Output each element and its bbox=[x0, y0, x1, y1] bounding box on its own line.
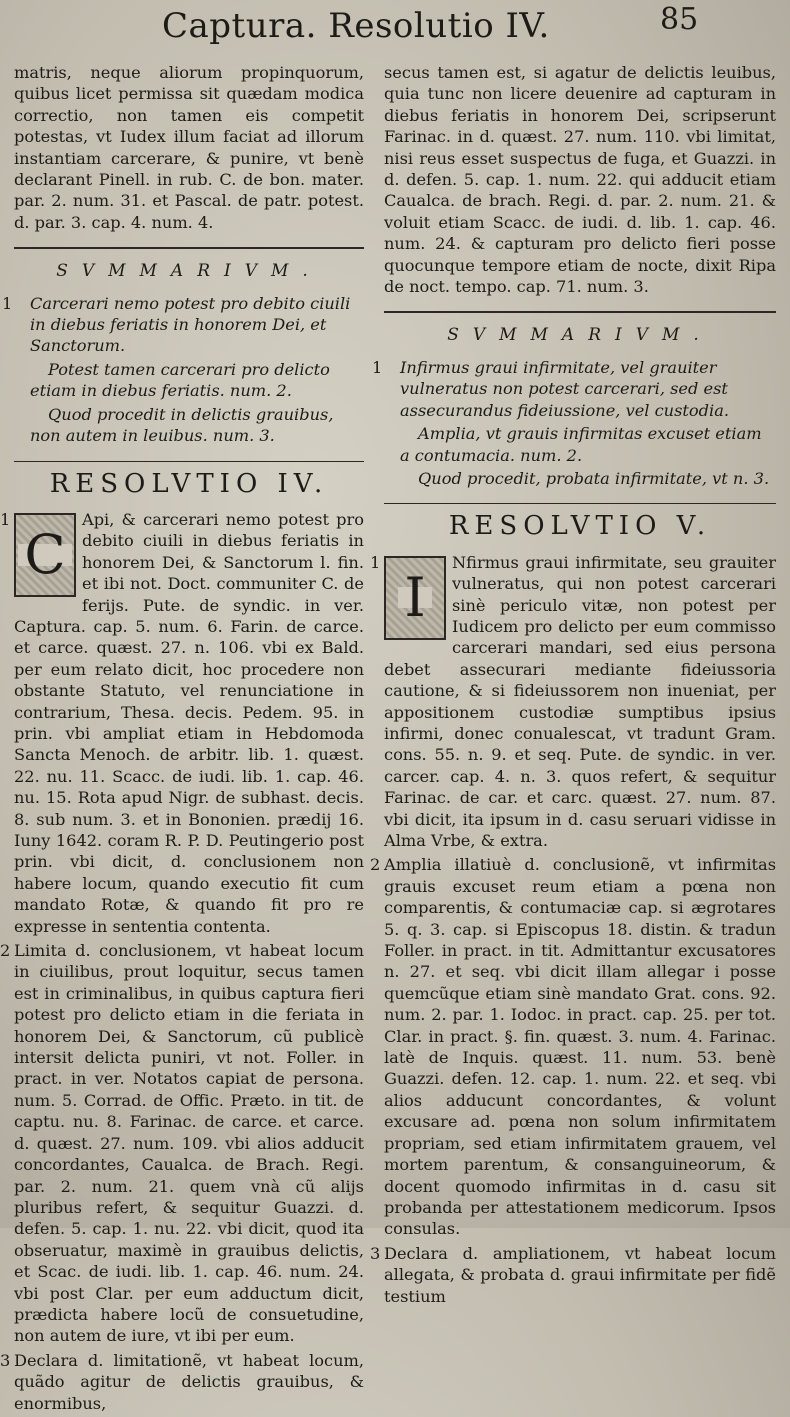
summarium-item bbox=[372, 357, 776, 421]
paragraph bbox=[0, 1350, 364, 1414]
summarium-item bbox=[384, 423, 776, 466]
initial-letter: I bbox=[398, 587, 431, 608]
decorated-initial bbox=[14, 513, 76, 597]
divider bbox=[14, 461, 364, 462]
paragraph-number: 3 bbox=[0, 1350, 11, 1370]
paragraph-text: Amplia illatiuè d. conclusionẽ, vt infirmitas grauis excuset reum etiam a pœna non comparentis, & contumaciæ cap. si ægrotares 5. q. 3. cap. si Episcopus 18. distin. & tradun Foller. in pract. in tit. Admittantur excusatores n. 27. et seq. vbi dicit illam allegar i posse quemcũque etiam sinè mandato Grat. cons. 92. num. 2. par. 1. Iodoc. in pract. cap. 25. per tot. Clar. in pract. §. fin. quæst. 3. num. 4. Farinac. latè de Inquis. quæst. 11. num. 53. benè Guazzi. defen. 12. cap. 1. num. 22. et seq. vbi alios adducunt concordantes, & volunt excusare ad. pœna non solum infirmitatem propriam, sed etiam infirmitatem grauem, vel mortem parentum, & consanguineorum, & docent quomodo infirmitas in d. casu sit probanda per attestationem medicorum. Ipsos consulas. bbox=[384, 855, 776, 1239]
initial-letter: C bbox=[18, 544, 71, 565]
page-number: 85 bbox=[660, 2, 699, 37]
paragraph bbox=[370, 552, 776, 852]
paragraph-number: 1 bbox=[0, 509, 11, 529]
paragraph-number: 3 bbox=[370, 1243, 381, 1263]
divider bbox=[384, 311, 776, 313]
summarium-item bbox=[2, 293, 364, 357]
paragraph bbox=[0, 940, 364, 1347]
summarium-number: 1 bbox=[372, 357, 383, 377]
summarium-text: Potest tamen carcerari pro delicto etiam in diebus feriatis. num. 2. bbox=[30, 359, 330, 401]
paragraph-text: Limita d. conclusionem, vt habeat locum in ciuilibus, prout loquitur, secus tamen est in criminalibus, in quibus captura fieri potest pro delicto etiam in die feriata in honorem Dei, & Sanctorum, cũ publicè intersit delicta puniri, vt not. Foller. in pract. in ver. Notatos capiat de persona. num. 5. Corrad. de Offic. Præto. in tit. de captu. nu. 8. Farinac. de carce. et carce. d. quæst. 27. num. 109. vbi alios adducit concordantes, Caualca. de Brach. Regi. par. 2. num. 21. quem vnà cũ alijs pluribus refert, & sequitur Guazzi. d. defen. 5. cap. 1. nu. 22. vbi dicit, quod ita obseruatur, maximè in grauibus delictis, et Scac. de iudi. lib. 1. cap. 46. num. 24. vbi post Clar. per eum adductum dicit, prædicta habere locũ de consuetudine, non autem de iure, vt ibi per eum. bbox=[14, 941, 364, 1346]
summarium-item bbox=[384, 468, 776, 489]
resolutio-title: RESOLVTIO IV. bbox=[49, 468, 329, 499]
paragraph bbox=[370, 854, 776, 1239]
paragraph-number: 1 bbox=[370, 552, 381, 572]
summarium-text: Quod procedit, probata infirmitate, vt n. 3. bbox=[418, 468, 770, 488]
right-intro-text: secus tamen est, si agatur de delictis leuibus, quia tunc non licere deuenire ad capturam in diebus feriatis in honorem Dei, scripserunt Farinac. in d. quæst. 27. num. 110. vbi limitat, nisi reus esset suspectus de fuga, et Guazzi. in d. defen. 5. cap. 1. num. 22. qui adducit etiam Caualca. de brach. Regi. d. par. 2. num. 21. & voluit etiam Scacc. de iudi. d. lib. 1. cap. 46. num. 24. & capturam pro delicto fieri posse quocunque tempore etiam de nocte, dixit Ripa de noct. tempo. cap. 71. num. 3. bbox=[384, 63, 776, 297]
paragraph-number: 2 bbox=[0, 941, 11, 961]
left-intro-text: matris, neque aliorum propinquorum, quibus licet permissa sit quædam modica correctio, non tamen eis competit potestas, vt Iudex illum faciat ad illorum instantiam carcerare, & punire, vt benè declarant Pinell. in rub. C. de bon. mater. par. 2. num. 31. et Pascal. de patr. potest. d. par. 3. cap. 4. num. 4. bbox=[14, 63, 364, 232]
summarium-text: Infirmus graui infirmitate, vel grauiter vulneratus non potest carcerari, sed est assecurandus fideiussione, vel custodia. bbox=[400, 357, 729, 420]
paragraph bbox=[370, 1243, 776, 1307]
paragraph-number: 2 bbox=[370, 855, 381, 875]
divider bbox=[14, 247, 364, 249]
paragraph-text: Declara d. ampliationem, vt habeat locum allegata, & probata d. graui infirmitate per fidẽ testium bbox=[384, 1243, 776, 1306]
divider bbox=[384, 503, 776, 504]
left-column bbox=[0, 62, 364, 1417]
resolutio-title: RESOLVTIO V. bbox=[448, 511, 712, 542]
page-header-title: Captura. Resolutio IV. bbox=[162, 6, 550, 46]
summarium-text: Quod procedit in delictis grauibus, non autem in leuibus. num. 3. bbox=[30, 404, 334, 446]
paragraph-text: Api, & carcerari nemo potest pro debito ciuili in diebus feriatis in honorem Dei, & Sanctorum l. fin. et ibi not. Doct. communiter C. de ferijs. Pute. de syndic. in ver. Captura. cap. 5. num. 6. Farin. de carce. et carce. quæst. 27. n. 106. vbi ex Bald. per eum relato dicit, hoc procedere non obstante Statuto, vel renunciatione in contrarium, Thesa. decis. Pedem. 95. in prin. vbi ampliat etiam in Hebdomoda Sancta Menoch. de arbitr. lib. 1. quæst. 22. nu. 11. Scacc. de iudi. lib. 1. cap. 46. nu. 15. Rota apud Nigr. de subhast. decis. 8. sub num. 3. et in Bononien. prædij 16. Iuny 1642. coram R. P. D. Peutingerio post prin. vbi dicit, d. conclusionem non habere locum, quando executio fit cum mandato Rotæ, & quando fit pro re expresse in sententia contenta. bbox=[14, 509, 364, 936]
paragraph-text: Declara d. limitationẽ, vt habeat locum, quãdo agitur de delictis grauibus, & enormibus, bbox=[14, 1350, 364, 1413]
summarium-heading: SVMMARIVM. bbox=[56, 261, 322, 282]
paragraph bbox=[0, 509, 364, 937]
right-column bbox=[370, 62, 776, 1310]
summarium-item bbox=[14, 359, 364, 402]
summarium-text: Amplia, vt grauis infirmitas excuset etiam a contumacia. num. 2. bbox=[400, 424, 762, 465]
summarium-heading: SVMMARIVM. bbox=[447, 325, 713, 346]
paragraph-text: Nfirmus graui infirmitate, seu grauiter vulneratus, qui non potest carcerari sinè periculo vitæ, non potest per Iudicem pro delicto per eum commisso carcerari mandari, sed eius persona debet assecurari mediante fideiussoria cautione, & si fideiussorem non inueniat, per appositionem custodiæ sumptibus ipsius infirmi, donec conualescat, vt tradunt Gram. cons. 55. n. 9. et seq. Pute. de syndic. in ver. carcer. cap. 4. n. 3. quos refert, & sequitur Farinac. de car. et carc. quæst. 27. num. 87. vbi dicit, ita ipsum in d. casu seruari vidisse in Alma Vrbe, & extra. bbox=[384, 552, 776, 850]
summarium-item bbox=[14, 404, 364, 447]
summarium-number: 1 bbox=[2, 293, 13, 313]
summarium-text: Carcerari nemo potest pro debito ciuili in diebus feriatis in honorem Dei, et Sanctorum. bbox=[30, 293, 351, 356]
decorated-initial bbox=[384, 556, 446, 640]
